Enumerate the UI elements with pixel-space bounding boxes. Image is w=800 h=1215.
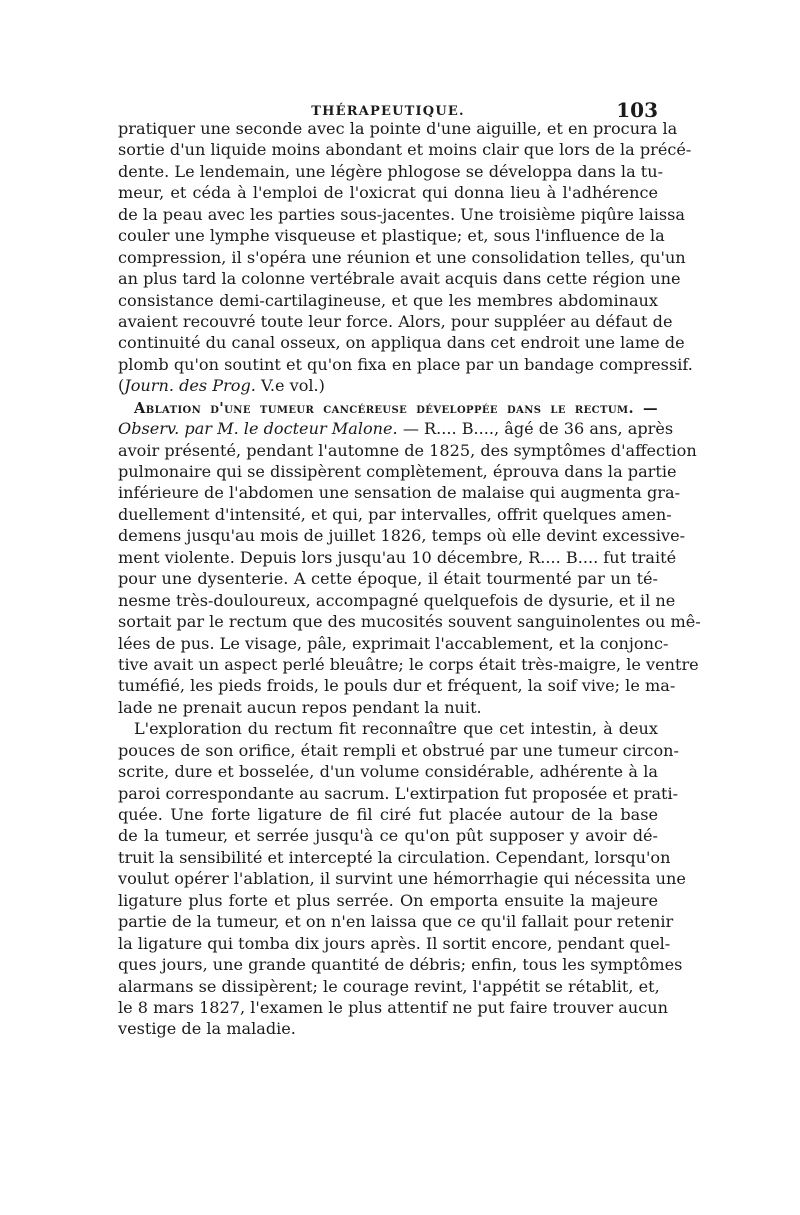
text-line: tuméfié, les pieds froids, le pouls dur et fréquent, la soif vive; le ma- xyxy=(118,676,676,696)
text-line: nesme très-douloureux, accompagné quelquefois de dysurie, et il ne xyxy=(118,590,676,610)
text-line: truit la sensibilité et intercepté la circulation. Cependant, lorsqu'on xyxy=(118,847,671,867)
citation-volume: V.e vol. xyxy=(261,376,319,396)
citation-line xyxy=(118,375,658,396)
text-line: partie de la tumeur, et on n'en laissa que ce qu'il fallait pour retenir xyxy=(118,912,674,932)
article-title xyxy=(118,397,658,418)
text-line: plomb qu'on soutint et qu'on fixa en place par un bandage compressif. xyxy=(118,354,693,374)
text-line: ligature plus forte et plus serrée. On emporta ensuite la majeure xyxy=(118,890,658,910)
citation-close: ) xyxy=(318,376,325,396)
observation-text: — R.... B...., âgé de 36 ans, après xyxy=(402,419,674,439)
text-line: couler une lymphe visqueuse et plastique; et, sous l'influence de la xyxy=(118,226,665,246)
text-line: de la peau avec les parties sous-jacentes. Une troisième piqûre laissa xyxy=(118,204,686,224)
text-line: compression, il s'opéra une réunion et une consolidation telles, qu'un xyxy=(118,247,686,267)
text-line: meur, et céda à l'emploi de l'oxicrat qui donna lieu à l'adhérence xyxy=(118,183,658,203)
text-line: pratiquer une seconde avec la pointe d'une aiguille, et en procura la xyxy=(118,119,678,138)
running-title: THÉRAPEUTIQUE. xyxy=(311,104,465,119)
text-line: continuité du canal osseux, on appliqua dans cet endroit une lame de xyxy=(118,333,685,353)
article-heading: Ablation d'une tumeur cancéreuse développée dans le rectum. — xyxy=(134,399,658,417)
text-line: L'exploration du rectum fit reconnaître que cet intestin, à deux xyxy=(134,719,658,739)
text-line: de la tumeur, et serrée jusqu'à ce qu'on pût supposer y avoir dé- xyxy=(118,826,658,846)
text-line: quée. Une forte ligature de fil ciré fut placée autour de la base xyxy=(118,805,658,824)
text-line: scrite, dure et bosselée, d'un volume considérable, adhérente à la xyxy=(118,762,658,782)
text-line: la ligature qui tomba dix jours après. Il sortit encore, pendant quel- xyxy=(118,933,671,953)
text-line: demens jusqu'au mois de juillet 1826, temps où elle devint excessive- xyxy=(118,526,686,546)
text-line: an plus tard la colonne vertébrale avait acquis dans cette région une xyxy=(118,269,681,289)
paragraph-continuation xyxy=(118,118,693,397)
text-line: dente. Le lendemain, une légère phlogose se développa dans la tu- xyxy=(118,161,664,181)
text-line: voulut opérer l'ablation, il survint une hémorrhagie qui nécessita une xyxy=(118,869,686,889)
observation-line xyxy=(118,418,674,439)
text-line: alarmans se dissipèrent; le courage revint, l'appétit se rétablit, et, xyxy=(118,976,660,996)
text-line: le 8 mars 1827, l'examen le plus attentif ne put faire trouver aucun xyxy=(118,997,669,1017)
text-line: pour une dysenterie. A cette époque, il était tourmenté par un té- xyxy=(118,569,658,589)
citation-source: Journ. des Prog. xyxy=(124,376,256,396)
paragraph-exploration xyxy=(118,718,686,1040)
observation-author: Observ. par M. le docteur Malone. xyxy=(118,419,398,439)
text-line: ment violente. Depuis lors jusqu'au 10 décembre, R.... B.... fut traité xyxy=(118,547,677,567)
text-line: vestige de la maladie. xyxy=(118,1019,296,1039)
body-text xyxy=(118,118,701,1040)
text-line: avaient recouvré toute leur force. Alors, pour suppléer au défaut de xyxy=(118,311,673,331)
text-line: lées de pus. Le visage, pâle, exprimait l'accablement, et la conjonc- xyxy=(118,633,669,653)
text-line: lade ne prenait aucun repos pendant la nuit. xyxy=(118,697,482,717)
text-line: tive avait un aspect perlé bleuâtre; le corps était très-maigre, le ventre xyxy=(118,654,699,674)
page-number: 103 xyxy=(616,98,658,122)
text-line: avoir présenté, pendant l'automne de 1825, des symptômes d'affection xyxy=(118,440,697,460)
text-line: paroi correspondante au sacrum. L'extirpation fut proposée et prati- xyxy=(118,783,679,803)
text-line: sortait par le rectum que des mucosités souvent sanguinolentes ou mê- xyxy=(118,612,701,632)
text-line: consistance demi-cartilagineuse, et que les membres abdominaux xyxy=(118,290,658,310)
citation-open: ( xyxy=(118,376,125,396)
text-line: ques jours, une grande quantité de débris; enfin, tous les symptômes xyxy=(118,955,683,975)
article xyxy=(118,397,701,719)
text-line: sortie d'un liquide moins abondant et moins clair que lors de la précé- xyxy=(118,140,692,160)
text-line: pulmonaire qui se dissipèrent complètement, éprouva dans la partie xyxy=(118,462,677,481)
text-line: duellement d'intensité, et qui, par intervalles, offrit quelques amen- xyxy=(118,504,672,524)
text-line: inférieure de l'abdomen une sensation de malaise qui augmenta gra- xyxy=(118,483,681,503)
text-line: pouces de son orifice, était rempli et obstrué par une tumeur circon- xyxy=(118,740,679,760)
